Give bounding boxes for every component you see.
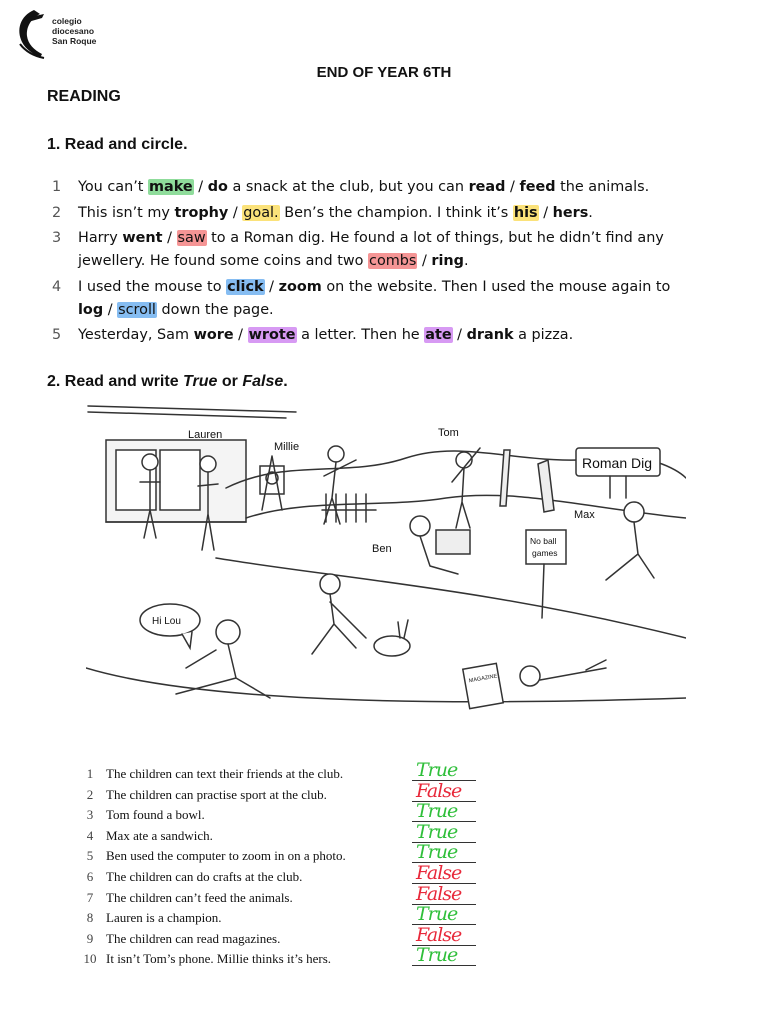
club-scene-illustration [86,398,686,728]
option[interactable]: wore [193,327,234,343]
sentence-text: . [463,253,469,269]
list-item [50,202,710,225]
sentence-text: This isn’t my [78,204,175,221]
item-number: 3 [52,230,62,246]
no-ball-sign: No ball [530,536,557,546]
item-number: 7 [86,889,94,905]
circled-option[interactable]: goal. [243,204,279,221]
handwritten-answer: True [416,820,458,843]
circled-option[interactable]: combs [369,253,417,269]
option[interactable]: zoom [278,278,322,295]
statement: The children can read magazines. [106,930,281,946]
option[interactable]: feed [519,179,556,195]
sentence-text: on the website. Then I used the mouse again to [321,278,671,295]
sentence-text: a pizza. [513,327,574,343]
magazine-label: MAGAZINE [468,673,498,685]
roman-dig-sign: Roman Dig [582,455,653,471]
statement: The children can text their friends at the club. [106,766,344,781]
sentence-text: / [233,327,248,343]
school-logo [14,8,124,64]
speech-bubble: Hi Lou [152,616,181,627]
sentence-text: to a Roman dig. He found a lot of things, but he didn’t find any [206,230,664,246]
circled-option[interactable]: click [227,278,264,295]
handwritten-answer: True [416,841,458,864]
handwritten-answer: True [416,800,458,823]
sentence-text: a letter. Then he [296,327,425,343]
exercise-1-heading: 1. Read and circle. [47,136,188,153]
item-number: 8 [86,910,94,926]
item-number: 10 [83,951,97,967]
option[interactable]: ring [431,253,464,269]
handwritten-answer: False [416,779,462,802]
item-number: 1 [86,766,94,781]
circled-option[interactable]: make [149,179,193,195]
statement: The children can do crafts at the club. [106,868,303,884]
sentence-text: Ben’s the champion. I think it’s [279,204,513,221]
sentence-text: / [538,204,553,221]
option[interactable]: do [207,179,228,195]
label-ben: Ben [372,543,392,555]
statement: Lauren is a champion. [106,910,222,926]
sentence-text: / [228,204,243,221]
sentence-text: / [162,230,177,246]
page-title: END OF YEAR 6TH [316,64,452,81]
handwritten-answer: False [416,861,462,884]
handwritten-answer: True [416,903,458,926]
sentence-text: a snack at the club, but you can [227,179,469,195]
item-number: 5 [86,848,94,864]
option[interactable]: trophy [174,204,229,221]
logo-line: colegio [52,16,82,26]
sentence-text: / [103,301,118,318]
exercise-2-heading [47,373,288,391]
option[interactable]: went [122,230,163,246]
statement: The children can’t feed the animals. [106,889,293,905]
item-number: 2 [52,204,62,221]
heading-text: False [242,373,284,390]
sentence-text: / [193,179,208,195]
option[interactable]: read [468,179,506,195]
item-number: 2 [86,786,94,802]
item-number: 5 [52,327,62,343]
item-number: 6 [86,868,94,884]
sentence-text: jewellery. He found some coins and two [78,253,369,269]
sentence-text: / [505,179,520,195]
sentence-text: I used the mouse to [78,278,227,295]
school-name [52,16,96,46]
item-number: 1 [52,179,62,195]
item-number: 3 [86,807,94,823]
reading-heading: READING [47,88,121,105]
option[interactable]: hers [552,204,589,221]
list-item [50,176,710,199]
item-number: 4 [52,278,62,295]
sentence-text: Harry [78,230,123,246]
handwritten-answer: False [416,882,462,905]
heading-text: True [183,373,218,390]
sentence-text: / [264,278,279,295]
circled-option[interactable]: saw [177,230,206,246]
heading-text: 2. Read and write [47,373,184,390]
handwritten-answer: True [416,944,458,967]
list-item [50,276,710,322]
statement: Ben used the computer to zoom in on a photo. [106,848,346,864]
handwritten-answer: True [416,759,458,781]
sentence-text: Yesterday, Sam [78,327,194,343]
no-ball-sign: games [532,548,558,558]
circled-option[interactable]: his [513,204,538,221]
item-number: 9 [86,930,94,946]
list-item [50,324,710,347]
logo-line: San Roque [52,36,97,46]
sentence-text: down the page. [156,301,274,318]
sentence-text: You can’t [78,179,149,195]
handwritten-answer: False [416,923,462,946]
label-max: Max [574,509,595,521]
heading-text: or [217,373,243,390]
logo-line: diocesano [52,26,95,36]
sentence-text: . [588,204,593,221]
list-item [82,944,502,970]
option[interactable]: log [78,301,104,318]
statement: Tom found a bowl. [106,807,205,823]
circled-option[interactable]: scroll [118,301,156,318]
circled-option[interactable]: ate [425,327,452,343]
statement: The children can practise sport at the club. [106,786,327,802]
statement: It isn’t Tom’s phone. Millie thinks it’s hers. [106,951,332,967]
circle-exercise-list [50,176,710,350]
circled-option[interactable]: wrote [248,327,296,343]
sentence-text: the animals. [555,179,650,195]
label-lauren: Lauren [188,429,223,441]
sentence-text: / [417,253,432,269]
statement: Max ate a sandwich. [106,827,213,843]
sentence-text: / [452,327,467,343]
true-false-list [82,759,502,970]
school-crest-icon [14,8,48,60]
heading-text: . [283,373,288,390]
label-millie: Millie [274,441,300,453]
list-item [50,227,710,273]
option[interactable]: drank [466,327,514,343]
item-number: 4 [86,827,94,843]
label-tom: Tom [438,427,459,439]
